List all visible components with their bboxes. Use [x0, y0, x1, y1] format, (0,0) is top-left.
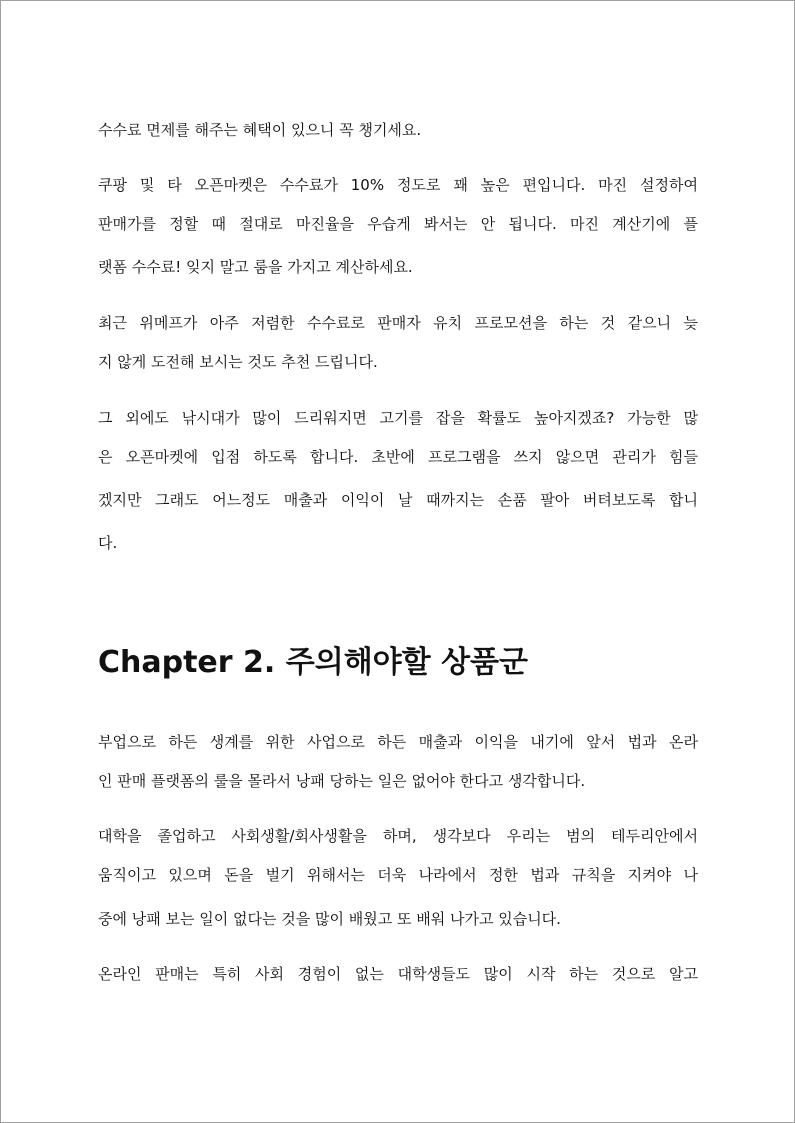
text-line: 움직이고 있으며 돈을 벌기 위해서는 더욱 나라에서 정한 법과 규칙을 지켜야 나: [98, 866, 698, 884]
text-line: 그 외에도 낚시대가 많이 드리워지면 고기를 잡을 확률도 높아지겠죠? 가능한 많: [98, 409, 698, 427]
chapter-heading: Chapter 2. 주의해야할 상품군: [98, 645, 529, 680]
text-line: 은 오픈마켓에 입점 하도록 합니다. 초반에 프로그램을 쓰지 않으면 관리가 힘들: [98, 448, 698, 466]
text-line: 수수료 면제를 해주는 혜택이 있으니 꼭 챙기세요.: [98, 121, 422, 139]
text-line: 부업으로 하든 생계를 위한 사업으로 하든 매출과 이익을 내기에 앞서 법과 온라: [98, 733, 698, 751]
text-line: 인 판매 플랫폼의 룰을 몰라서 낭패 당하는 일은 없어야 한다고 생각합니다.: [98, 772, 586, 790]
text-line: 판매가를 정할 때 절대로 마진율을 우습게 봐서는 안 됩니다. 마진 계산기에 플: [98, 215, 698, 233]
text-line: 다.: [98, 534, 118, 552]
text-line: 대학을 졸업하고 사회생활/회사생활을 하며, 생각보다 우리는 범의 테두리안에서: [98, 827, 698, 845]
text-line: 겠지만 그래도 어느정도 매출과 이익이 날 때까지는 손품 팔아 버텨보도록 합니: [98, 491, 698, 509]
text-line: 온라인 판매는 특히 사회 경험이 없는 대학생들도 많이 시작 하는 것으로 알고: [98, 965, 698, 983]
text-line: 랫폼 수수료! 잊지 말고 룸을 가지고 계산하세요.: [98, 258, 413, 276]
text-line: 쿠팡 및 타 오픈마켓은 수수료가 10% 정도로 꽤 높은 편입니다. 마진 설정하여: [98, 176, 698, 194]
text-line: 지 않게 도전해 보시는 것도 추천 드립니다.: [98, 353, 378, 371]
text-line: 중에 낭패 보는 일이 없다는 것을 많이 배웠고 또 배워 나가고 있습니다.: [98, 910, 561, 928]
text-line: 최근 위메프가 아주 저렴한 수수료로 판매자 유치 프로모션을 하는 것 같으니 늦: [98, 314, 698, 332]
